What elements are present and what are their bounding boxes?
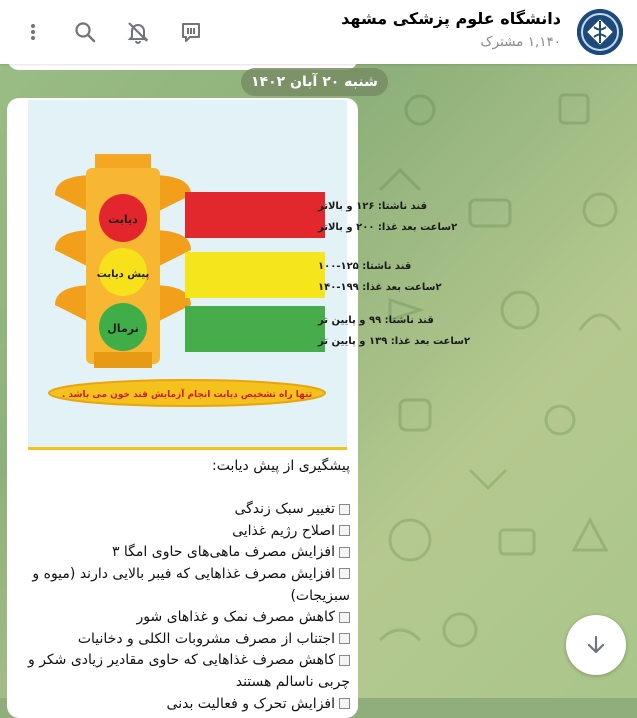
message-bubble: [7, 98, 471, 718]
list-item: [15, 521, 350, 543]
poster-border: [28, 447, 347, 450]
date-separator: شنبه ۲۰ آبان ۱۴۰۲: [241, 68, 388, 96]
list-item-text: تغییر سبک زندگی: [234, 501, 335, 518]
bell-off-icon[interactable]: [123, 17, 153, 47]
list-item: [15, 650, 350, 693]
checkbox-glyph: [339, 504, 350, 515]
list-item-text: کاهش مصرف غذاهایی که حاوی مقادیر زیادی شکر و چربی ناسالم هستند: [28, 652, 350, 690]
search-icon[interactable]: [70, 17, 100, 47]
scroll-down-button[interactable]: [566, 615, 626, 675]
list-item-text: اجتناب از مصرف مشروبات الکلی و دخانیات: [77, 630, 335, 647]
message-heading: پیشگیری از پیش دیابت:: [212, 458, 350, 474]
list-item: [15, 629, 350, 651]
panel-red-line2: ۲ساعت بعد غذا: ۲۰۰ و بالاتر: [318, 222, 458, 233]
channel-avatar[interactable]: [577, 9, 623, 55]
message-text: [15, 456, 350, 715]
list-item-text: افزایش مصرف غذاهایی که فیبر بالایی دارند (میوه و سبزیجات): [32, 565, 350, 604]
more-vertical-icon[interactable]: [18, 17, 48, 47]
diabetes-poster[interactable]: [28, 100, 471, 450]
panel-yellow-line1: قند ناشتا: ۱۲۵-۱۰۰: [318, 261, 412, 272]
checkbox-glyph: [339, 525, 350, 536]
panel-green-line1: قند ناشتا: ۹۹ و پایین تر: [318, 315, 434, 326]
checkbox-glyph: [339, 633, 350, 644]
light-label-diabetes: دیابت: [108, 213, 138, 226]
list-item: [15, 499, 350, 521]
list-item: [15, 564, 350, 607]
checkbox-glyph: [339, 612, 350, 623]
list-item: [15, 694, 350, 716]
light-label-normal: نرمال: [107, 322, 139, 335]
panel-red-line1: قند ناشتا: ۱۲۶ و بالاتر: [318, 201, 427, 212]
list-item: [15, 607, 350, 629]
checkbox-glyph: [339, 655, 350, 666]
checkbox-glyph: [339, 698, 350, 709]
list-item-text: اصلاح رژیم غذایی: [232, 522, 335, 539]
channel-title[interactable]: دانشگاه علوم پزشکی مشهد: [341, 9, 561, 28]
poster-footer: تنها راه تشخیص دیابت انجام آزمایش قند خون می باشد .: [61, 390, 313, 400]
list-item-text: افزایش تحرک و فعالیت بدنی: [166, 695, 335, 712]
chat-header: [0, 0, 637, 64]
blank-line: [15, 478, 350, 500]
checkbox-glyph: [339, 568, 350, 579]
panel-yellow-line2: ۲ساعت بعد غذا: ۱۹۹-۱۴۰: [318, 282, 442, 293]
poll-icon[interactable]: [176, 17, 206, 47]
list-item-text: افزایش مصرف ماهی‌های حاوی امگا ۳: [111, 544, 335, 561]
traffic-light: [55, 154, 191, 368]
arrow-down-icon: [584, 633, 608, 657]
list-item: [15, 542, 350, 564]
light-label-prediabetes: پیش دیابت: [96, 269, 150, 280]
panel-green-line2: ۲ساعت بعد غذا: ۱۳۹ و پایین تر: [318, 336, 471, 347]
checkbox-glyph: [339, 547, 350, 558]
list-item-text: کاهش مصرف نمک و غذاهای شور: [136, 609, 335, 626]
subscriber-count: ۱,۱۴۰ مشترک: [480, 34, 561, 50]
